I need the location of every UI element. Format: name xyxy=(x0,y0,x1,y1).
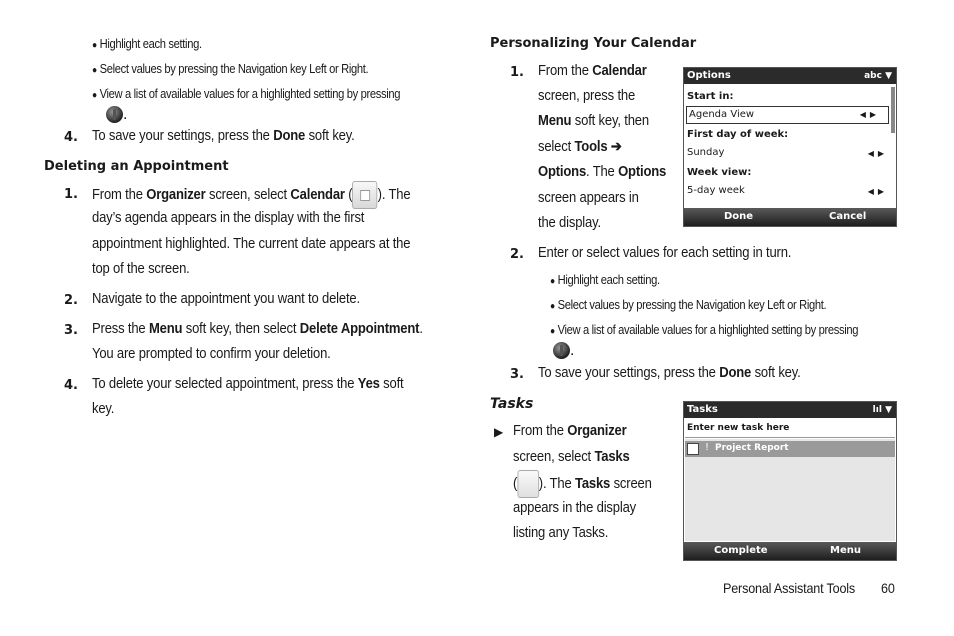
section-heading: Tasks xyxy=(490,396,534,412)
done-soft-key[interactable]: Done xyxy=(724,211,754,222)
step-number: 2. xyxy=(510,247,524,262)
left-right-arrows-icon: ◀▶ xyxy=(867,149,888,158)
left-right-arrows-icon: ◀▶ xyxy=(867,187,888,196)
section-heading: Deleting an Appointment xyxy=(44,159,229,174)
task-list xyxy=(685,439,895,541)
bullet-item: ● Highlight each setting. xyxy=(92,36,202,51)
page-number: 60 xyxy=(881,580,895,596)
nav-key-icon: . xyxy=(106,106,127,124)
status-indicator: lıl ▼ xyxy=(872,405,892,415)
menu-soft-key[interactable]: Menu xyxy=(830,545,861,556)
calendar-icon xyxy=(352,181,377,209)
screen-title-bar xyxy=(684,402,896,418)
soft-key-bar xyxy=(684,542,896,560)
step-text: From the Organizer screen, select Calendar ( ). The xyxy=(92,181,410,209)
screen-title-bar xyxy=(684,68,896,84)
step-text: Options. The Options xyxy=(538,164,667,180)
first-day-value[interactable]: Sunday xyxy=(687,147,725,158)
step-text: To save your settings, press the Done soft key. xyxy=(92,128,355,144)
step-text: Navigate to the appointment you want to delete. xyxy=(92,291,360,307)
step-text: Menu soft key, then xyxy=(538,113,649,129)
start-in-value: Agenda View xyxy=(689,109,755,120)
step-number: 1. xyxy=(64,187,78,202)
first-day-label: First day of week: xyxy=(687,129,789,140)
week-view-value[interactable]: 5-day week xyxy=(687,185,745,196)
cancel-soft-key[interactable]: Cancel xyxy=(829,211,867,222)
start-in-field[interactable] xyxy=(686,106,889,124)
nav-key-icon: . xyxy=(553,342,574,360)
step-number: 4. xyxy=(64,130,78,145)
step-text: listing any Tasks. xyxy=(513,525,609,541)
step-text: Press the Menu soft key, then select Delete Appointment. xyxy=(92,321,423,337)
step-text: Enter or select values for each setting in turn. xyxy=(538,245,792,261)
priority-icon: ! xyxy=(705,442,710,453)
step-text: day’s agenda appears in the display with the first xyxy=(92,210,365,226)
step-text: top of the screen. xyxy=(92,261,190,277)
arrow-marker-icon: ▶ xyxy=(494,425,504,439)
step-text: From the Organizer xyxy=(513,423,627,439)
section-heading: Personalizing Your Calendar xyxy=(490,36,697,51)
screen-title: Tasks xyxy=(687,404,718,415)
step-text: screen, select Tasks xyxy=(513,449,630,465)
step-text: appointment highlighted. The current date appears at the xyxy=(92,236,411,252)
step-text: screen appears in xyxy=(538,190,639,206)
options-screenshot xyxy=(683,67,897,227)
start-in-label: Start in: xyxy=(687,91,734,102)
week-view-label: Week view: xyxy=(687,167,752,178)
bullet-item: ● Highlight each setting. xyxy=(550,272,660,287)
bullet-text: Select values by pressing the Navigation key Left or Right. xyxy=(99,61,369,76)
step-text: appears in the display xyxy=(513,500,637,516)
step-text: key. xyxy=(92,401,115,417)
new-task-field[interactable]: Enter new task here xyxy=(685,420,895,438)
step-text: To delete your selected appointment, press the Yes soft xyxy=(92,376,404,392)
step-number: 2. xyxy=(64,293,78,308)
tasks-screenshot xyxy=(683,401,897,561)
left-right-arrows-icon: ◀▶ xyxy=(859,110,880,119)
bullet-item: ● Select values by pressing the Navigation key Left or Right. xyxy=(92,61,369,76)
bullet-item: ● Select values by pressing the Navigation key Left or Right. xyxy=(550,297,827,312)
step-text: screen, press the xyxy=(538,88,636,104)
task-title: Project Report xyxy=(715,443,789,453)
step-number: 1. xyxy=(510,65,524,80)
status-indicator: abc ▼ xyxy=(864,71,892,81)
checkbox[interactable] xyxy=(687,443,699,455)
step-text: select Tools ➔ xyxy=(538,139,622,155)
step-number: 3. xyxy=(510,367,524,382)
step-text: ( ). The Tasks screen xyxy=(513,470,652,498)
step-text: To save your settings, press the Done soft key. xyxy=(538,365,801,381)
bullet-text: View a list of available values for a highlighted setting by pressing xyxy=(99,86,401,101)
scrollbar[interactable] xyxy=(891,87,895,133)
step-text: the display. xyxy=(538,215,601,231)
footer-section-title: Personal Assistant Tools xyxy=(723,580,856,596)
screen-title: Options xyxy=(687,70,731,81)
complete-soft-key[interactable]: Complete xyxy=(714,545,768,556)
bullet-item: ● View a list of available values for a highlighted setting by pressing xyxy=(550,322,859,337)
task-row[interactable] xyxy=(685,441,895,457)
tasks-icon xyxy=(517,470,539,498)
step-number: 3. xyxy=(64,323,78,338)
bullet-text: Highlight each setting. xyxy=(99,36,202,51)
step-number: 4. xyxy=(64,378,78,393)
step-text: From the Calendar xyxy=(538,63,647,79)
bullet-item: ● View a list of available values for a highlighted setting by pressing xyxy=(92,86,401,101)
soft-key-bar xyxy=(684,208,896,226)
step-text: You are prompted to confirm your deletion. xyxy=(92,346,331,362)
